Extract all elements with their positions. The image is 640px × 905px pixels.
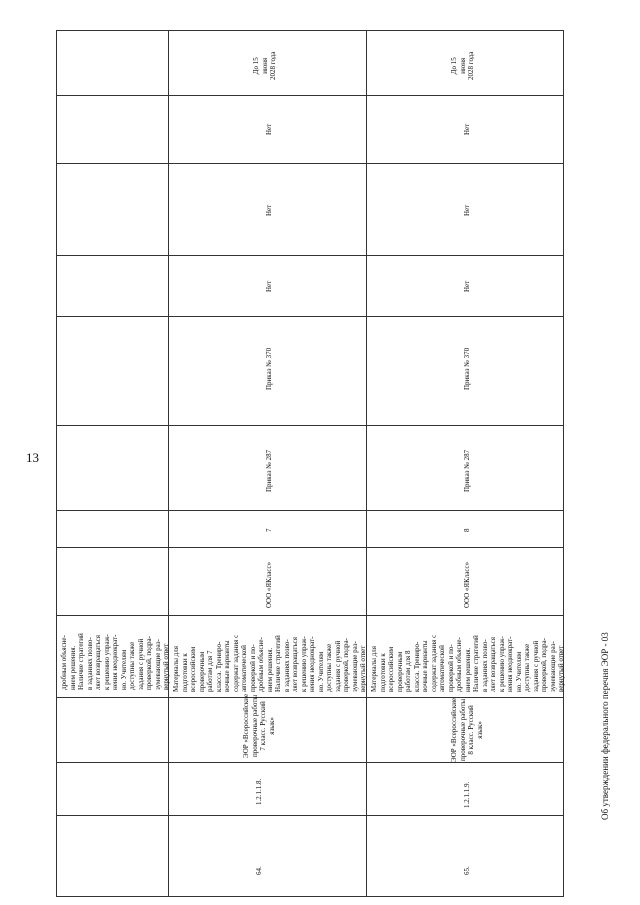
- description-continued: дробным объясне- нием решения. Наличие стратегий в заданиях позво- ляет возвращаться к решению упраж- нения неоднократ- но. Учителям доступны также задания с ручной проверкой, подра- зумевающие раз- вернутый ответ: [60, 633, 170, 690]
- row-code: 1.2.1.1.8.: [255, 778, 263, 805]
- row-order-2: Приказ № 370: [265, 347, 273, 390]
- row-order-2: Приказ № 370: [463, 347, 471, 390]
- row-name: ЭОР «Всероссийские проверочные работы 8 класс. Русский язык»: [450, 697, 484, 762]
- row-order-1: Приказ № 287: [265, 449, 273, 492]
- row-col-a: Нет: [265, 280, 273, 292]
- row-grade: 8: [463, 528, 471, 532]
- row-organization: ООО «ЯКласс»: [463, 561, 471, 608]
- row-deadline: До 15 июня 2028 года: [252, 51, 277, 80]
- row-col-b: Нет: [463, 204, 471, 216]
- page-number: 13: [26, 450, 39, 465]
- row-order-1: Приказ № 287: [463, 449, 471, 492]
- row-deadline: До 15 июня 2028 года: [450, 51, 475, 80]
- row-col-a: Нет: [463, 280, 471, 292]
- row-number: 65.: [463, 866, 471, 875]
- row-organization: ООО «ЯКласс»: [265, 561, 273, 608]
- document-footer: Об утверждении федерального перечня ЭОР - 03: [600, 632, 610, 820]
- row-name: ЭОР «Всероссийские проверочные работы 7 класс. Русский язык»: [242, 693, 276, 758]
- row-description: Материалы для подготовки к всероссийским проверочным работам для 8 класса. Трениро- вочные варианты содержат задания с автоматической проверкой и по- дробным объясне- нием решения. Наличие стратегий в заданиях позво- ляет возвращаться к решению упраж- нения неоднократ- но. Учителям доступны также задания с ручной проверкой, подра- зумевающие раз- вернутый ответ: [370, 634, 565, 692]
- row-number: 64.: [255, 866, 263, 875]
- row-col-c: Нет: [265, 123, 273, 135]
- row-col-b: Нет: [265, 204, 273, 216]
- row-grade: 7: [265, 528, 273, 532]
- row-code: 1.2.1.1.9.: [463, 781, 471, 808]
- row-description: Материалы для подготовки к всероссийским проверочным работам для 7 класса. Трениро- вочные варианты содержат задания с автоматической проверкой и по- дробным объясне- нием решения. Наличие стратегий в заданиях позво- ляет возвращаться к решению упраж- нения неоднократ- но. Учителям доступны также задания с ручной проверкой, подра- зумевающие раз- вернутый ответ: [172, 634, 367, 692]
- row-col-c: Нет: [463, 123, 471, 135]
